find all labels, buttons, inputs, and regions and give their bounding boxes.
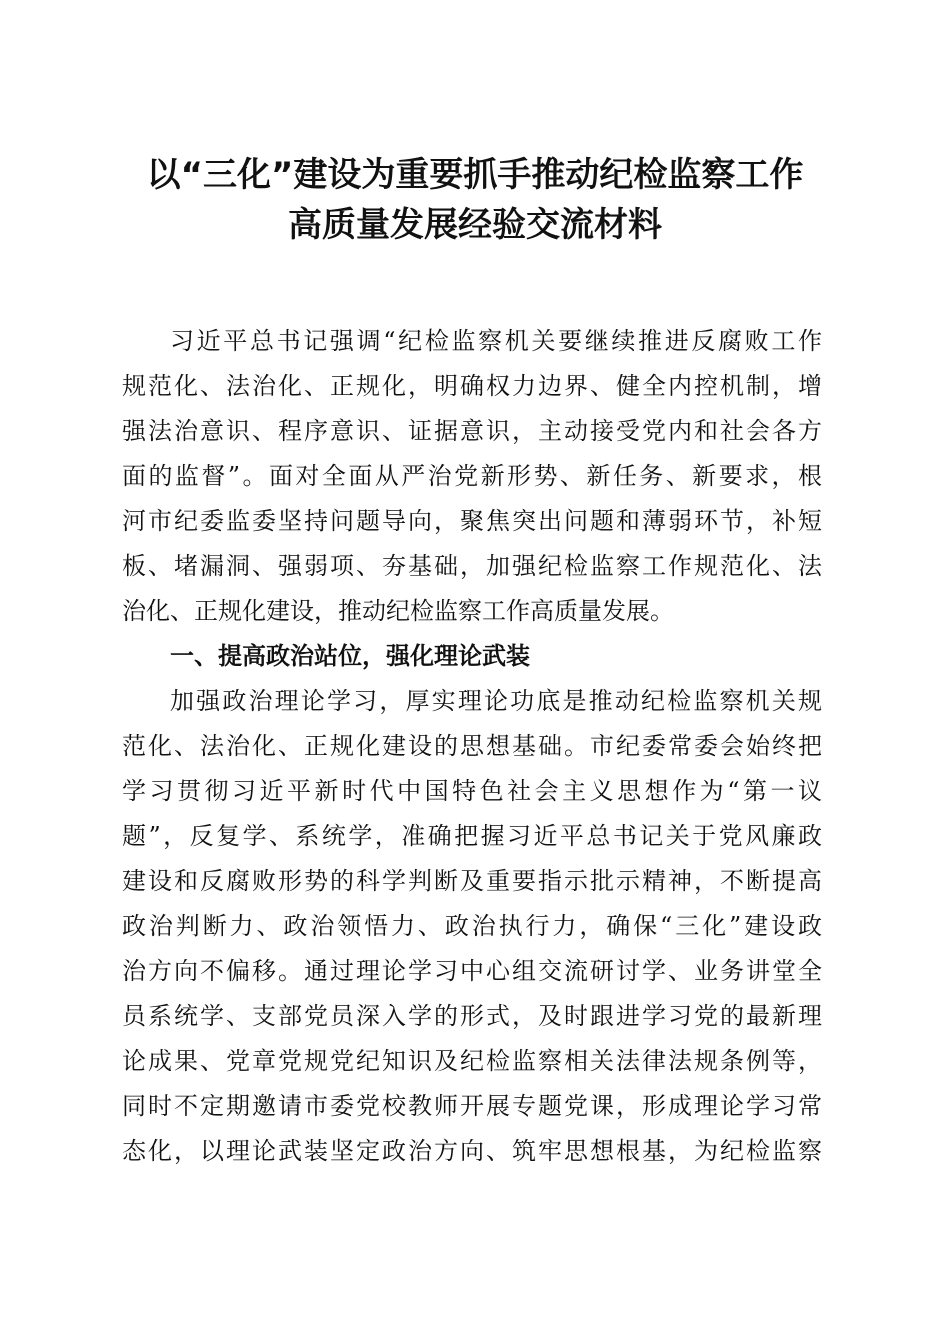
paragraph-line: 论成果、党章党规党纪知识及纪检监察相关法律法规条例等， (122, 1047, 822, 1075)
paragraph-line: 治方向不偏移。通过理论学习中心组交流研讨学、业务讲堂全 (122, 957, 822, 985)
document-title-line-1: 以“三化”建设为重要抓手推动纪检监察工作 (146, 155, 804, 195)
paragraph-line: 强法治意识、程序意识、证据意识，主动接受党内和社会各方 (122, 417, 822, 445)
paragraph-line: 河市纪委监委坚持问题导向，聚焦突出问题和薄弱环节，补短 (122, 507, 822, 535)
paragraph-line: 板、堵漏洞、强弱项、夯基础，加强纪检监察工作规范化、法 (122, 552, 822, 580)
paragraph-line: 规范化、法治化、正规化，明确权力边界、健全内控机制，增 (122, 372, 822, 400)
paragraph-line: 员系统学、支部党员深入学的形式，及时跟进学习党的最新理 (122, 1002, 822, 1030)
paragraph-line: 范化、法治化、正规化建设的思想基础。市纪委常委会始终把 (122, 732, 822, 760)
document-title-line-2: 高质量发展经验交流材料 (288, 205, 662, 245)
paragraph-line: 态化，以理论武装坚定政治方向、筑牢思想根基，为纪检监察 (122, 1137, 822, 1165)
paragraph-line: 政治判断力、政治领悟力、政治执行力，确保“三化”建设政 (122, 912, 822, 940)
paragraph-line: 面的监督”。面对全面从严治党新形势、新任务、新要求，根 (122, 462, 822, 490)
paragraph-line: 题”，反复学、系统学，准确把握习近平总书记关于党风廉政 (122, 822, 822, 850)
paragraph-line: 学习贯彻习近平新时代中国特色社会主义思想作为“第一议 (122, 777, 822, 805)
paragraph-line: 建设和反腐败形势的科学判断及重要指示批示精神，不断提高 (122, 867, 822, 895)
paragraph-line: 同时不定期邀请市委党校教师开展专题党课，形成理论学习常 (122, 1092, 822, 1120)
section-heading: 一、提高政治站位，强化理论武装 (170, 642, 530, 670)
paragraph-line: 加强政治理论学习，厚实理论功底是推动纪检监察机关规 (170, 687, 822, 715)
paragraph-line: 治化、正规化建设，推动纪检监察工作高质量发展。 (122, 597, 674, 625)
paragraph-line: 习近平总书记强调“纪检监察机关要继续推进反腐败工作 (170, 327, 822, 355)
